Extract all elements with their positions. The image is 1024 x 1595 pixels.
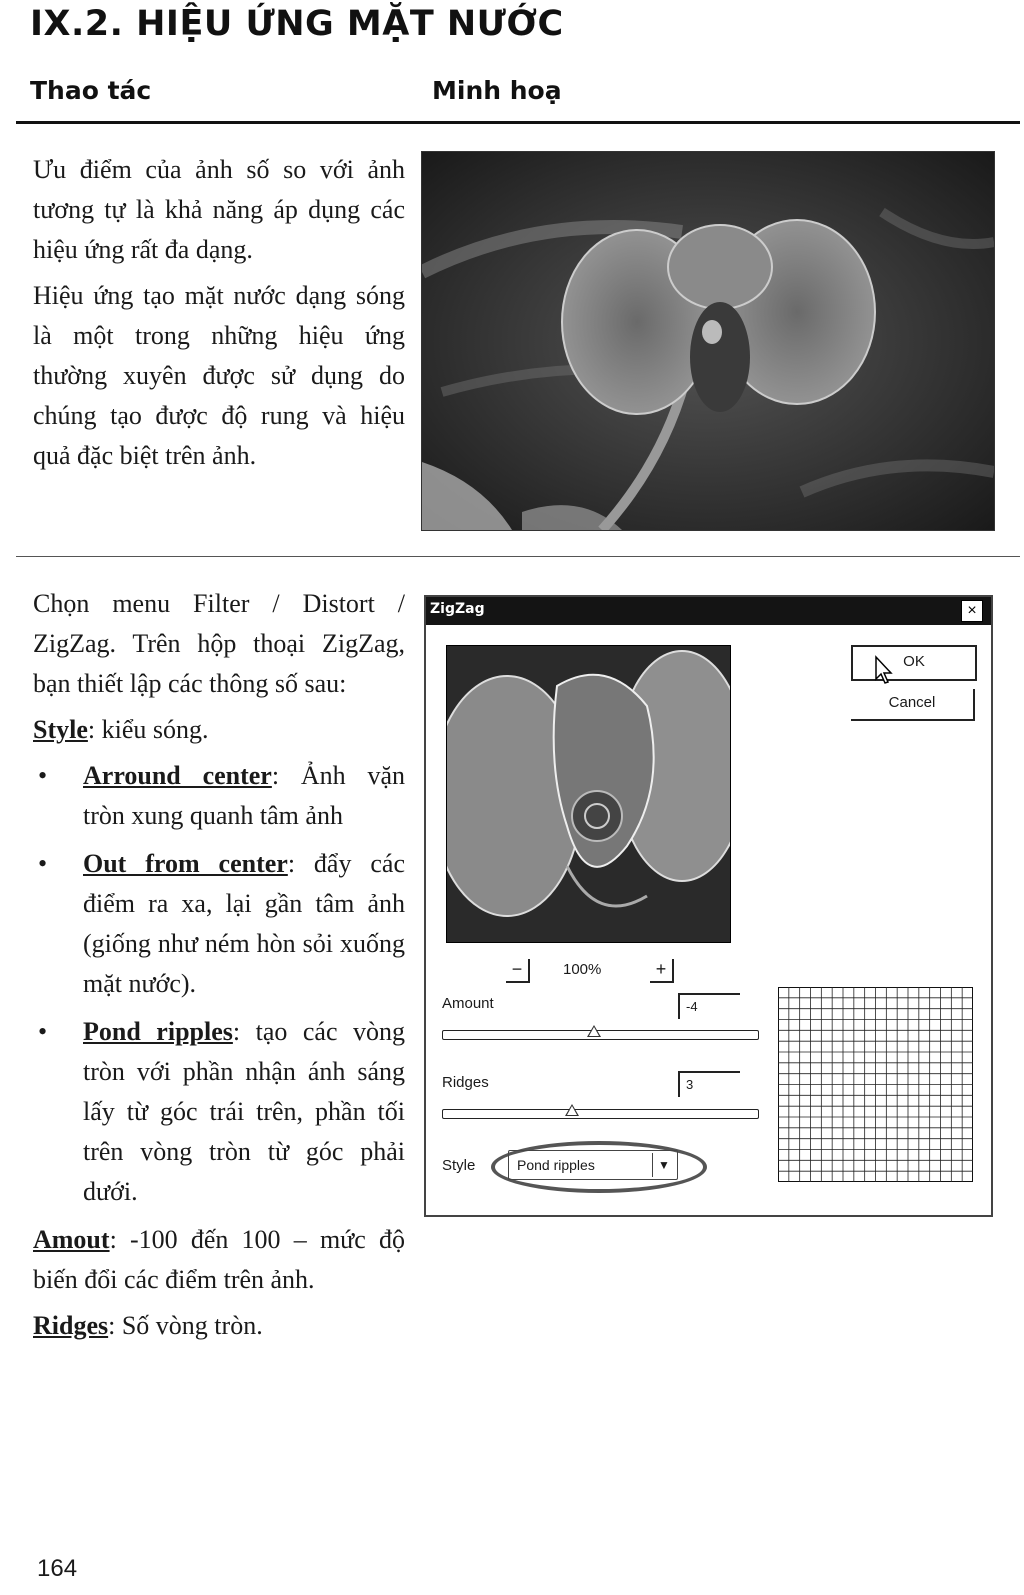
- amount-field[interactable]: -4: [678, 993, 740, 1019]
- column-heading-left: Thao tác: [30, 76, 152, 105]
- option-desc: : tạo các vòng tròn với phần nhận ánh sáng lấy từ góc trái trên, phần tối trên vòng tròn từ góc phải dưới.: [83, 1017, 405, 1206]
- style-options-list: [33, 756, 405, 1212]
- zoom-level: 100%: [563, 961, 602, 978]
- amount-slider-thumb[interactable]: [587, 1025, 601, 1037]
- page-title: IX.2. HIỆU ỨNG MẶT NƯỚC: [30, 4, 564, 44]
- zigzag-dialog: [424, 595, 993, 1217]
- zoom-in-button[interactable]: +: [650, 959, 674, 983]
- ridges-slider[interactable]: [442, 1109, 759, 1119]
- ridges-slider-thumb[interactable]: [565, 1104, 579, 1116]
- list-item: [83, 844, 405, 1004]
- option-term: Arround center: [83, 761, 272, 790]
- style-select-value: Pond ripples: [517, 1157, 595, 1173]
- ridges-desc: : Số vòng tròn.: [108, 1311, 263, 1340]
- cancel-button[interactable]: Cancel: [851, 689, 975, 721]
- option-term: Pond ripples: [83, 1017, 233, 1046]
- close-icon[interactable]: ×: [961, 600, 983, 622]
- section1-text: [33, 150, 405, 482]
- amount-term: Amout: [33, 1225, 110, 1254]
- ok-button[interactable]: OK: [851, 645, 977, 681]
- column-heading-right: Minh hoạ: [432, 76, 562, 105]
- cursor-icon: [874, 655, 894, 685]
- dialog-title: ZigZag: [430, 601, 485, 617]
- style-desc: : kiểu sóng.: [87, 715, 209, 744]
- preview-image: [446, 645, 731, 943]
- amount-definition: [33, 1220, 405, 1300]
- list-item: [83, 756, 405, 836]
- option-desc: : Ảnh vặn tròn xung quanh tâm ảnh: [83, 761, 406, 830]
- header-rule: [16, 121, 1020, 124]
- style-definition: [33, 710, 405, 750]
- section1-paragraph-2: Hiệu ứng tạo mặt nước dạng sóng là một trong những hiệu ứng thường xuyên được sử dụng do chúng tạo được độ rung và hiệu quả đặc biệt trên ảnh.: [33, 281, 405, 470]
- ridges-term: Ridges: [33, 1311, 109, 1340]
- dialog-titlebar: [426, 597, 991, 625]
- chevron-down-icon[interactable]: ▼: [652, 1153, 675, 1177]
- amount-slider[interactable]: [442, 1030, 759, 1040]
- section2-text: [33, 584, 405, 1352]
- amount-label: Amount: [442, 995, 494, 1012]
- style-select[interactable]: [508, 1150, 678, 1180]
- option-desc: : đẩy các điểm ra xa, lại gần tâm ảnh (giống như ném hòn sỏi xuống mặt nước).: [83, 849, 405, 998]
- section2-intro: Chọn menu Filter / Distort / ZigZag. Trên hộp thoại ZigZag, bạn thiết lập các thông số sau:: [33, 589, 405, 698]
- zoom-out-button[interactable]: −: [506, 959, 530, 983]
- ridges-field[interactable]: 3: [678, 1071, 740, 1097]
- style-label: Style: [442, 1157, 476, 1174]
- option-term: Out from center: [83, 849, 288, 878]
- list-item: [83, 1012, 405, 1212]
- section-divider: [16, 556, 1020, 557]
- zigzag-grid-preview: [778, 987, 973, 1182]
- ridges-label: Ridges: [442, 1074, 489, 1091]
- section1-paragraph-1: Ưu điểm của ảnh số so với ảnh tương tự là khả năng áp dụng các hiệu ứng rất đa dạng.: [33, 155, 405, 264]
- amount-desc: : -100 đến 100 – mức độ biến đổi các điểm trên ảnh.: [33, 1225, 405, 1294]
- style-term: Style: [33, 715, 88, 744]
- ridges-definition: [33, 1306, 405, 1346]
- orchid-photo: [421, 151, 995, 531]
- page-number: 164: [37, 1555, 78, 1582]
